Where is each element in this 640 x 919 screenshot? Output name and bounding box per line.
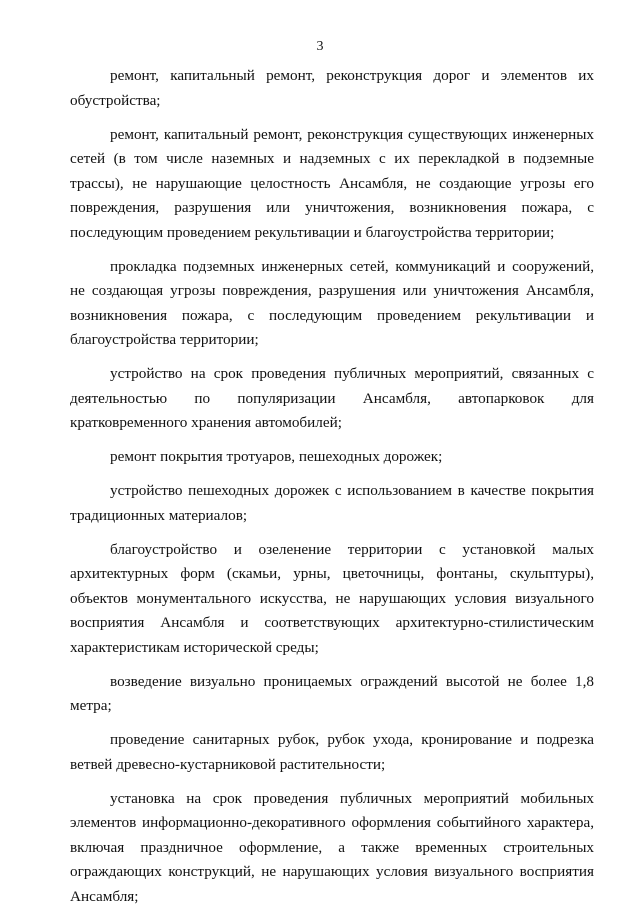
- paragraph: прокладка подземных инженерных сетей, коммуникаций и сооружений, не создающая угрозы повреждения, разрушения или уничтожения Ансамбля, возникновения пожара, с последующим проведением рекультивации и благоустройства территории;: [70, 257, 594, 348]
- paragraph: ремонт, капитальный ремонт, реконструкция существующих инженерных сетей (в том числе наземных и надземных с их перекладкой в подземные трассы), не нарушающие целостность Ансамбля, не создающие угрозы его повреждения, разрушения или уничтожения, возникновения пожара, с последующим проведением рекультивации и благоустройства территории;: [70, 125, 594, 241]
- paragraph: возведение визуально проницаемых ограждений высотой не более 1,8 метра;: [70, 672, 594, 714]
- paragraph: ремонт, капитальный ремонт, реконструкция дорог и элементов их обустройства;: [70, 67, 594, 109]
- paragraph: установка на срок проведения публичных мероприятий мобильных элементов информационно-декоративного оформления событийного характера, включая праздничное оформление, а также временных строительных ограждающих конструкций, не нарушающих условия визуального восприятия Ансамбля;: [70, 789, 594, 905]
- paragraph: устройство пешеходных дорожек с использованием в качестве покрытия традиционных материалов;: [70, 482, 594, 524]
- page-number: 3: [316, 39, 324, 54]
- paragraph: проведение санитарных рубок, рубок ухода, кронирование и подрезка ветвей древесно-кустарниковой растительности;: [70, 731, 594, 773]
- paragraph: устройство на срок проведения публичных мероприятий, связанных с деятельностью по популяризации Ансамбля, автопарковок для кратковременного хранения автомобилей;: [70, 365, 594, 431]
- paragraph: благоустройство и озеленение территории с установкой малых архитектурных форм (скамьи, урны, цветочницы, фонтаны, скульптуры), объектов монументального искусства, не нарушающих условия визуального восприятия Ансамбля и соответствующих архитектурно-стилистическим характеристикам исторической среды;: [70, 540, 594, 656]
- paragraph: ремонт покрытия тротуаров, пешеходных дорожек;: [110, 448, 443, 465]
- document-body: [70, 64, 594, 919]
